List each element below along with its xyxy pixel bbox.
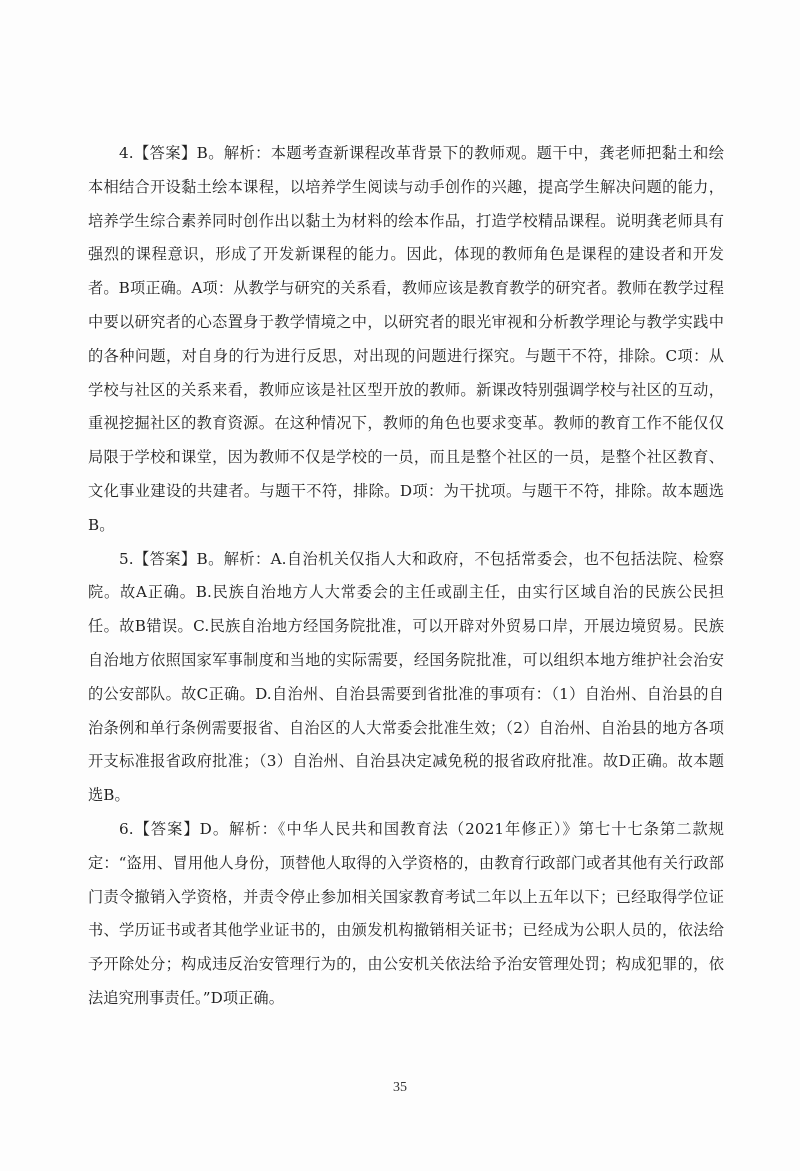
answer-5-paragraph: 5.【答案】B。解析：A.自治机关仅指人大和政府，不包括常委会，也不包括法院、检察院。故A正确。B.民族自治地方人大常委会的主任或副主任，由实行区域自治的民族公民担任。故B错误。C.民族自治地方经国务院批准，可以开辟对外贸易口岸，开展边境贸易。民族自治地方依照国家军事制度和当地的实际需要，经国务院批准，可以组织本地方维护社会治安的公安部队。故C正确。D.自治州、自治县需要到省批准的事项有：（1）自治州、自治县的自治条例和单行条例需要报省、自治区的人大常委会批准生效；（2）自治州、自治县的地方各项开支标准报省政府批准；（3）自治州、自治县决定减免税的报省政府批准。故D正确。故本题选B。: [88, 549, 724, 805]
answer-6-paragraph: 6.【答案】D。解析：《中华人民共和国教育法（2021年修正）》第七十七条第二款规定：“盗用、冒用他人身份，顶替他人取得的入学资格的，由教育行政部门或者其他有关行政部门责令撤销入学资格，并责令停止参加相关国家教育考试二年以上五年以下；已经取得学位证书、学历证书或者其他学业证书的，由颁发机构撤销相关证书；已经成为公职人员的，依法给予开除处分；构成违反治安管理行为的，由公安机关依法给予治安管理处罚；构成犯罪的，依法追究刑事责任。”D项正确。: [88, 819, 724, 1007]
answer-4-paragraph: 4.【答案】B。解析：本题考查新课程改革背景下的教师观。题干中，龚老师把黏土和绘本相结合开设黏土绘本课程，以培养学生阅读与动手创作的兴趣，提高学生解决问题的能力，培养学生综合素养同时创作出以黏土为材料的绘本作品，打造学校精品课程。说明龚老师具有强烈的课程意识，形成了开发新课程的能力。因此，体现的教师角色是课程的建设者和开发者。B项正确。A项：从教学与研究的关系看，教师应该是教育教学的研究者。教师在教学过程中要以研究者的心态置身于教学情境之中，以研究者的眼光审视和分析教学理论与教学实践中的各种问题，对自身的行为进行反思，对出现的问题进行探究。与题干不符，排除。C项：从学校与社区的关系来看，教师应该是社区型开放的教师。新课改特别强调学校与社区的互动，重视挖掘社区的教育资源。在这种情况下，教师的角色也要求变革。教师的教育工作不能仅仅局限于学校和课堂，因为教师不仅是学校的一员，而且是整个社区的一员，是整个社区教育、文化事业建设的共建者。与题干不符，排除。D项：为干扰项。与题干不符，排除。故本题选B。: [88, 144, 724, 534]
answer-explanations: [88, 137, 724, 1016]
page-number: 35: [393, 1080, 407, 1095]
